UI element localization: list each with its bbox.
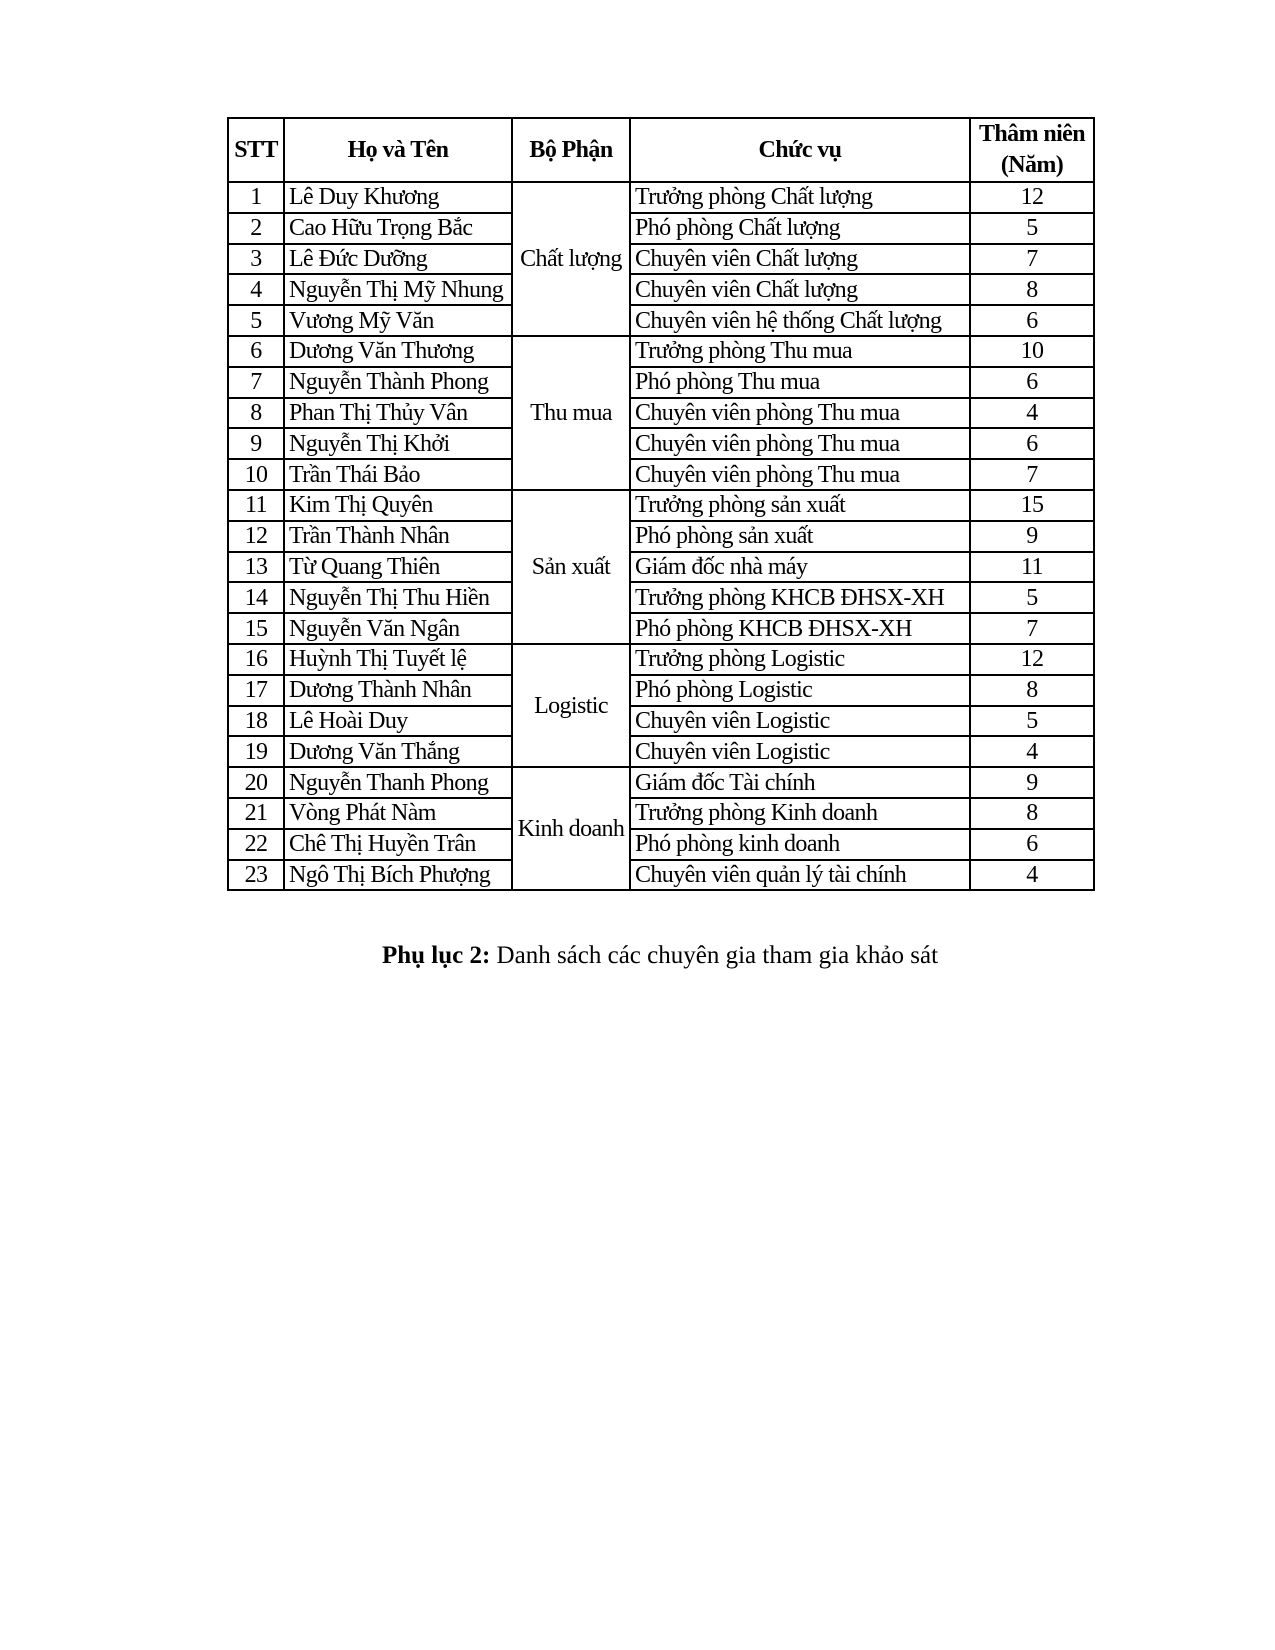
cell-stt: 5 (228, 305, 284, 336)
cell-name: Nguyễn Thị Thu Hiền (284, 582, 512, 613)
experts-table (227, 117, 1095, 891)
cell-position: Chuyên viên Chất lượng (630, 274, 970, 305)
cell-stt: 22 (228, 829, 284, 860)
cell-position: Trưởng phòng Kinh doanh (630, 798, 970, 829)
table-row (228, 367, 1094, 398)
cell-name: Phan Thị Thủy Vân (284, 398, 512, 429)
header-years-line2: (Năm) (1000, 152, 1064, 178)
cell-years: 9 (970, 521, 1094, 552)
cell-stt: 16 (228, 644, 284, 675)
cell-position: Phó phòng Logistic (630, 675, 970, 706)
cell-years: 4 (970, 860, 1094, 891)
table-row (228, 521, 1094, 552)
cell-years: 8 (970, 675, 1094, 706)
cell-stt: 2 (228, 213, 284, 244)
cell-years: 5 (970, 213, 1094, 244)
cell-name: Vương Mỹ Văn (284, 305, 512, 336)
cell-name: Vòng Phát Nàm (284, 798, 512, 829)
cell-years: 10 (970, 336, 1094, 367)
table-row (228, 490, 1094, 521)
cell-name: Lê Hoài Duy (284, 706, 512, 737)
cell-name: Kim Thị Quyên (284, 490, 512, 521)
cell-position: Phó phòng sản xuất (630, 521, 970, 552)
cell-years: 6 (970, 829, 1094, 860)
cell-position: Chuyên viên hệ thống Chất lượng (630, 305, 970, 336)
cell-stt: 18 (228, 706, 284, 737)
header-years (970, 118, 1094, 182)
cell-dept: Sản xuất (512, 490, 630, 644)
cell-years: 7 (970, 613, 1094, 644)
cell-stt: 14 (228, 582, 284, 613)
cell-position: Chuyên viên Logistic (630, 736, 970, 767)
cell-years: 8 (970, 274, 1094, 305)
table-row (228, 428, 1094, 459)
cell-position: Phó phòng Thu mua (630, 367, 970, 398)
cell-years: 5 (970, 582, 1094, 613)
cell-name: Trần Thành Nhân (284, 521, 512, 552)
table-row (228, 736, 1094, 767)
table-row (228, 860, 1094, 891)
cell-years: 7 (970, 459, 1094, 490)
table-row (228, 613, 1094, 644)
cell-name: Dương Thành Nhân (284, 675, 512, 706)
cell-name: Huỳnh Thị Tuyết lệ (284, 644, 512, 675)
cell-stt: 15 (228, 613, 284, 644)
cell-dept: Kinh doanh (512, 767, 630, 890)
cell-name: Nguyễn Thành Phong (284, 367, 512, 398)
cell-position: Phó phòng kinh doanh (630, 829, 970, 860)
cell-stt: 20 (228, 767, 284, 798)
header-name: Họ và Tên (284, 118, 512, 182)
header-position: Chức vụ (630, 118, 970, 182)
cell-years: 4 (970, 736, 1094, 767)
cell-name: Ngô Thị Bích Phượng (284, 860, 512, 891)
cell-name: Dương Văn Thắng (284, 736, 512, 767)
cell-stt: 21 (228, 798, 284, 829)
cell-name: Nguyễn Thanh Phong (284, 767, 512, 798)
cell-dept: Chất lượng (512, 182, 630, 336)
cell-position: Chuyên viên quản lý tài chính (630, 860, 970, 891)
cell-name: Nguyễn Thị Mỹ Nhung (284, 274, 512, 305)
cell-position: Trưởng phòng KHCB ĐHSX-XH (630, 582, 970, 613)
cell-position: Chuyên viên Chất lượng (630, 244, 970, 275)
header-stt: STT (228, 118, 284, 182)
cell-position: Chuyên viên Logistic (630, 706, 970, 737)
cell-years: 12 (970, 644, 1094, 675)
cell-stt: 3 (228, 244, 284, 275)
cell-stt: 9 (228, 428, 284, 459)
cell-stt: 12 (228, 521, 284, 552)
cell-stt: 10 (228, 459, 284, 490)
table-row (228, 398, 1094, 429)
table-row (228, 244, 1094, 275)
table-body (228, 182, 1094, 890)
cell-stt: 7 (228, 367, 284, 398)
cell-position: Chuyên viên phòng Thu mua (630, 459, 970, 490)
table-row (228, 336, 1094, 367)
cell-years: 6 (970, 367, 1094, 398)
cell-years: 12 (970, 182, 1094, 213)
header-years-line1: Thâm niên (979, 121, 1085, 147)
table-row (228, 213, 1094, 244)
cell-name: Cao Hữu Trọng Bắc (284, 213, 512, 244)
table-row (228, 552, 1094, 583)
table-header-row (228, 118, 1094, 182)
caption-label: Phụ lục 2: (381, 942, 491, 969)
table-row (228, 706, 1094, 737)
cell-years: 9 (970, 767, 1094, 798)
table-row (228, 274, 1094, 305)
cell-years: 4 (970, 398, 1094, 429)
cell-years: 6 (970, 305, 1094, 336)
cell-years: 6 (970, 428, 1094, 459)
cell-position: Giám đốc nhà máy (630, 552, 970, 583)
cell-position: Phó phòng KHCB ĐHSX-XH (630, 613, 970, 644)
cell-stt: 11 (228, 490, 284, 521)
table-row (228, 582, 1094, 613)
cell-name: Nguyễn Thị Khởi (284, 428, 512, 459)
cell-years: 7 (970, 244, 1094, 275)
cell-name: Dương Văn Thương (284, 336, 512, 367)
cell-position: Phó phòng Chất lượng (630, 213, 970, 244)
cell-position: Chuyên viên phòng Thu mua (630, 428, 970, 459)
table-row (228, 829, 1094, 860)
cell-name: Chê Thị Huyền Trân (284, 829, 512, 860)
cell-name: Từ Quang Thiên (284, 552, 512, 583)
table-row (228, 305, 1094, 336)
cell-stt: 13 (228, 552, 284, 583)
cell-stt: 8 (228, 398, 284, 429)
cell-stt: 1 (228, 182, 284, 213)
cell-position: Trưởng phòng Thu mua (630, 336, 970, 367)
table-row (228, 459, 1094, 490)
table-row (228, 182, 1094, 213)
cell-name: Trần Thái Bảo (284, 459, 512, 490)
cell-stt: 17 (228, 675, 284, 706)
cell-position: Trưởng phòng Chất lượng (630, 182, 970, 213)
table-row (228, 798, 1094, 829)
cell-name: Nguyễn Văn Ngân (284, 613, 512, 644)
table-row (228, 644, 1094, 675)
table-row (228, 675, 1094, 706)
cell-position: Giám đốc Tài chính (630, 767, 970, 798)
table-row (228, 767, 1094, 798)
cell-years: 8 (970, 798, 1094, 829)
cell-name: Lê Đức Dưỡng (284, 244, 512, 275)
cell-years: 5 (970, 706, 1094, 737)
cell-dept: Logistic (512, 644, 630, 767)
cell-years: 15 (970, 490, 1094, 521)
cell-position: Chuyên viên phòng Thu mua (630, 398, 970, 429)
table-caption (227, 942, 1093, 970)
cell-stt: 6 (228, 336, 284, 367)
cell-position: Trưởng phòng sản xuất (630, 490, 970, 521)
cell-position: Trưởng phòng Logistic (630, 644, 970, 675)
caption-text: Danh sách các chuyên gia tham gia khảo sát (490, 942, 939, 969)
cell-stt: 4 (228, 274, 284, 305)
cell-name: Lê Duy Khương (284, 182, 512, 213)
cell-dept: Thu mua (512, 336, 630, 490)
cell-stt: 23 (228, 860, 284, 891)
header-dept: Bộ Phận (512, 118, 630, 182)
cell-stt: 19 (228, 736, 284, 767)
cell-years: 11 (970, 552, 1094, 583)
